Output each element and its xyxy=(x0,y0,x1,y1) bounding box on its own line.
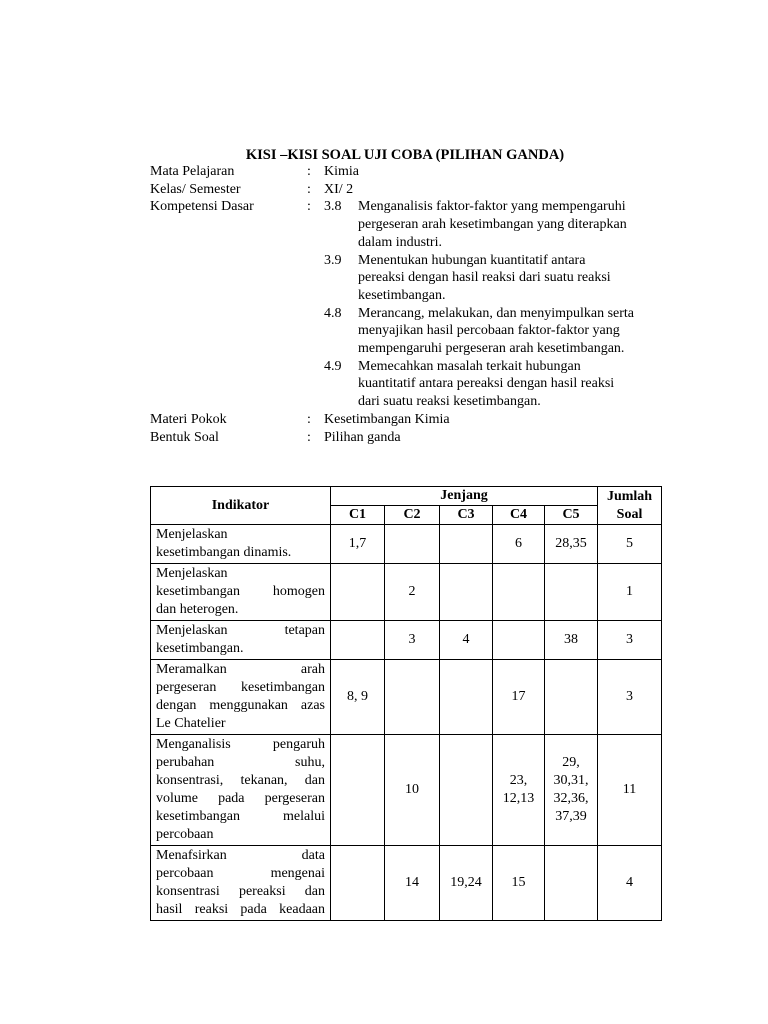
header-jumlah-soal xyxy=(598,487,662,525)
indikator-line: kesetimbangan. xyxy=(156,641,244,656)
table-row xyxy=(151,621,662,660)
meta-value: Pilihan ganda xyxy=(324,429,401,445)
meta-colon: : xyxy=(307,164,311,179)
meta-value: XI/ 2 xyxy=(324,181,354,197)
header-jumlah-line: Jumlah xyxy=(606,488,653,504)
c3-cell xyxy=(440,735,493,846)
c4-cell: 6 xyxy=(493,525,545,564)
table-row xyxy=(151,660,662,735)
meta-colon: : xyxy=(307,181,311,197)
indikator-line: dengan menggunakan azas xyxy=(156,698,325,713)
c1-cell xyxy=(331,846,385,921)
header-level-c5: C5 xyxy=(545,506,598,525)
c2-cell: 10 xyxy=(385,735,440,846)
c5-cell xyxy=(545,846,598,921)
indikator-line: Menjelaskan tetapan xyxy=(156,623,325,638)
kompetensi-number: 4.9 xyxy=(324,358,342,374)
kompetensi-line: Menganalisis faktor-faktor yang mempengaruhi xyxy=(358,199,626,215)
jumlah-cell: 3 xyxy=(598,660,662,735)
c3-cell: 19,24 xyxy=(440,846,493,921)
c2-cell: 14 xyxy=(385,846,440,921)
indikator-line: konsentrasi, tekanan, dan xyxy=(156,773,325,788)
kompetensi-number: 4.8 xyxy=(324,305,342,321)
c1-cell xyxy=(331,621,385,660)
indikator-line: pergeseran kesetimbangan xyxy=(156,680,325,695)
indikator-line: Menjelaskan xyxy=(156,527,228,542)
indikator-line: kesetimbangan homogen xyxy=(156,584,325,599)
c1-cell: 8, 9 xyxy=(331,660,385,735)
indikator-cell xyxy=(151,735,331,846)
table-body xyxy=(151,525,662,921)
indikator-line: Menjelaskan xyxy=(156,566,228,581)
kompetensi-line: menyajikan hasil percobaan faktor-faktor yang xyxy=(358,323,620,339)
meta-colon: : xyxy=(307,429,311,445)
indikator-line: konsentrasi pereaksi dan xyxy=(156,884,325,899)
table-row xyxy=(151,564,662,621)
c3-cell: 4 xyxy=(440,621,493,660)
meta-label: Kompetensi Dasar xyxy=(150,199,254,215)
c1-cell: 1,7 xyxy=(331,525,385,564)
kompetensi-line: dari suatu reaksi kesetimbangan. xyxy=(358,394,541,410)
kompetensi-number: 3.9 xyxy=(324,252,342,268)
meta-row-bentuk xyxy=(150,429,670,447)
kompetensi-line: Menentukan hubungan kuantitatif antara xyxy=(358,252,586,268)
jumlah-cell: 3 xyxy=(598,621,662,660)
c4-cell: 15 xyxy=(493,846,545,921)
c5-cell: 28,35 xyxy=(545,525,598,564)
kompetensi-number: 3.8 xyxy=(324,199,342,215)
meta-label: Mata Pelajaran xyxy=(150,164,235,179)
kompetensi-line: kesetimbangan. xyxy=(358,287,446,303)
kompetensi-line: Memecahkan masalah terkait hubungan xyxy=(358,358,581,374)
kompetensi-line: dalam industri. xyxy=(358,234,442,250)
kompetensi-text xyxy=(358,305,670,358)
indikator-line: Menganalisis pengaruh xyxy=(156,737,325,752)
meta-label: Bentuk Soal xyxy=(150,429,219,445)
meta-label: Kelas/ Semester xyxy=(150,181,241,197)
meta-colon: : xyxy=(307,411,311,427)
kompetensi-text xyxy=(358,252,670,305)
kompetensi-item xyxy=(324,358,670,411)
c5-cell xyxy=(545,564,598,621)
c5-cell xyxy=(545,660,598,735)
kompetensi-item xyxy=(324,252,670,305)
indikator-line: Menafsirkan data xyxy=(156,848,325,863)
kompetensi-item xyxy=(324,198,670,251)
indikator-line: percobaan xyxy=(156,827,214,842)
indikator-cell xyxy=(151,564,331,621)
jumlah-cell: 4 xyxy=(598,846,662,921)
c3-cell xyxy=(440,525,493,564)
c1-cell xyxy=(331,564,385,621)
indikator-cell xyxy=(151,846,331,921)
indikator-line: kesetimbangan melalui xyxy=(156,809,325,824)
indikator-cell xyxy=(151,660,331,735)
kompetensi-text xyxy=(358,198,670,251)
c4-cell: 17 xyxy=(493,660,545,735)
c2-cell xyxy=(385,660,440,735)
kompetensi-text xyxy=(358,358,670,411)
c4-cell xyxy=(493,564,545,621)
indikator-cell xyxy=(151,525,331,564)
meta-row-kompetensi xyxy=(150,198,670,410)
indikator-line: Le Chatelier xyxy=(156,716,226,731)
kompetensi-line: pergeseran arah kesetimbangan yang diterapkan xyxy=(358,217,627,233)
table-row xyxy=(151,846,662,921)
kompetensi-line: Merancang, melakukan, dan menyimpulkan serta xyxy=(358,305,635,321)
c4-cell: 23, 12,13 xyxy=(493,735,545,846)
c3-cell xyxy=(440,564,493,621)
kompetensi-line: kuantitatif antara pereaksi dengan hasil reaksi xyxy=(358,376,615,392)
meta-block xyxy=(150,163,670,446)
c1-cell xyxy=(331,735,385,846)
meta-row-materi xyxy=(150,411,670,429)
meta-colon: : xyxy=(307,199,311,215)
kisi-table xyxy=(150,486,662,921)
indikator-line: kesetimbangan dinamis. xyxy=(156,545,292,560)
header-level-c4: C4 xyxy=(493,506,545,525)
header-level-c2: C2 xyxy=(385,506,440,525)
table-row xyxy=(151,735,662,846)
indikator-line: perubahan suhu, xyxy=(156,755,325,770)
header-jenjang: Jenjang xyxy=(331,487,598,506)
c2-cell: 3 xyxy=(385,621,440,660)
kompetensi-list xyxy=(324,198,670,410)
header-indikator: Indikator xyxy=(151,487,331,525)
indikator-line: hasil reaksi pada keadaan xyxy=(156,902,325,917)
jumlah-cell: 1 xyxy=(598,564,662,621)
c4-cell xyxy=(493,621,545,660)
table-row xyxy=(151,525,662,564)
indikator-line: volume pada pergeseran xyxy=(156,791,325,806)
table-header-row xyxy=(151,487,662,506)
header-level-c3: C3 xyxy=(440,506,493,525)
c2-cell: 2 xyxy=(385,564,440,621)
header-soal-line: Soal xyxy=(616,506,643,522)
jumlah-cell: 5 xyxy=(598,525,662,564)
jumlah-cell: 11 xyxy=(598,735,662,846)
meta-row-kelas xyxy=(150,181,670,199)
header-level-c1: C1 xyxy=(331,506,385,525)
indikator-line: dan heterogen. xyxy=(156,602,239,617)
kompetensi-line: mempengaruhi pergeseran arah kesetimbangan. xyxy=(358,341,625,357)
c5-cell: 38 xyxy=(545,621,598,660)
meta-value: Kimia xyxy=(324,164,359,179)
meta-label: Materi Pokok xyxy=(150,411,227,427)
meta-value: Kesetimbangan Kimia xyxy=(324,411,450,427)
c2-cell xyxy=(385,525,440,564)
indikator-line: Meramalkan arah xyxy=(156,662,325,677)
indikator-cell xyxy=(151,621,331,660)
meta-row-mata-pelajaran xyxy=(150,163,670,181)
kompetensi-line: pereaksi dengan hasil reaksi dari suatu reaksi xyxy=(358,270,611,286)
indikator-line: percobaan mengenai xyxy=(156,866,325,881)
c5-cell: 29, 30,31, 32,36, 37,39 xyxy=(545,735,598,846)
kompetensi-item xyxy=(324,305,670,358)
c3-cell xyxy=(440,660,493,735)
document-title: KISI –KISI SOAL UJI COBA (PILIHAN GANDA) xyxy=(245,147,565,163)
